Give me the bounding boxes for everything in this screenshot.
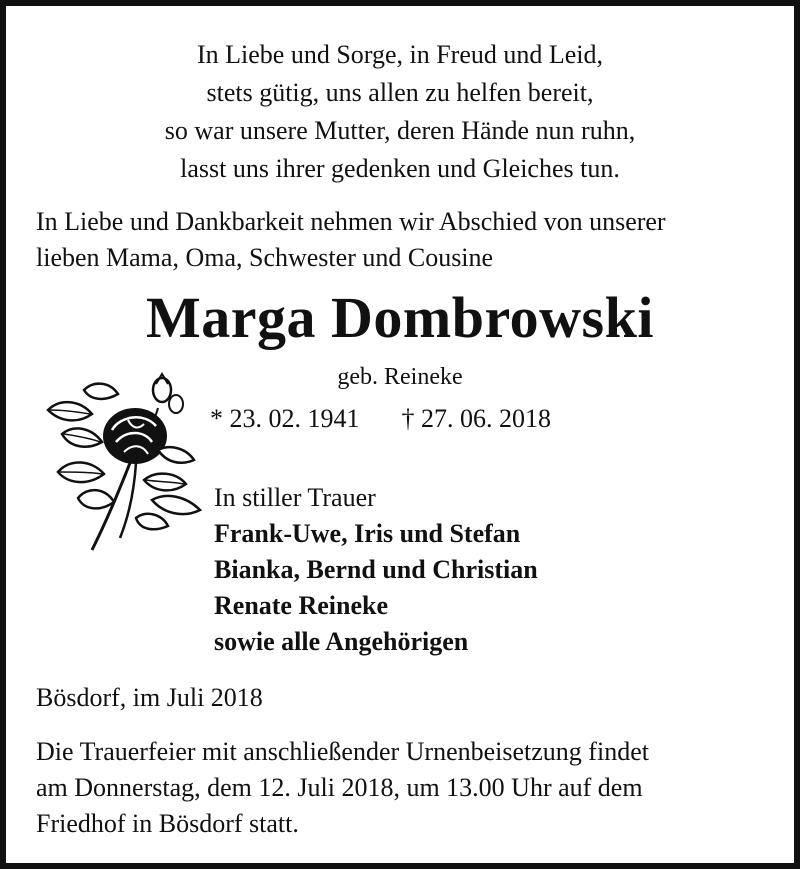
farewell-intro (36, 204, 770, 276)
poem-line: so war unsere Mutter, deren Hände nun ruhn, (164, 116, 636, 145)
funeral-announcement (36, 734, 770, 842)
mourner-line: Frank-Uwe, Iris und Stefan (214, 519, 521, 548)
place-and-date: Bösdorf, im Juli 2018 (36, 683, 263, 712)
mourners-block (214, 480, 538, 660)
mourner-line: Bianka, Bernd und Christian (214, 555, 538, 584)
poem-line: In Liebe und Sorge, in Freud und Leid, (196, 40, 604, 69)
mourning-heading: In stiller Trauer (214, 483, 376, 512)
deceased-name: Marga Dombrowski (146, 285, 654, 350)
poem-line: stets gütig, uns allen zu helfen bereit, (206, 78, 594, 107)
life-dates (210, 402, 551, 436)
ceremony-line: am Donnerstag, dem 12. Juli 2018, um 13.00 Uhr auf dem (36, 773, 643, 802)
poem-line: lasst uns ihrer gedenken und Gleiches tun. (180, 154, 620, 183)
birth-date: * 23. 02. 1941 (210, 404, 360, 433)
intro-line: lieben Mama, Oma, Schwester und Cousine (36, 243, 494, 272)
birth-name: geb. Reineke (337, 364, 463, 390)
death-date: † 27. 06. 2018 (401, 404, 551, 433)
intro-line: In Liebe und Dankbarkeit nehmen wir Abschied von unserer (36, 207, 666, 236)
mourner-line: Renate Reineke (214, 591, 389, 620)
rose-icon (40, 368, 205, 553)
memorial-poem (6, 36, 794, 188)
mourner-line: sowie alle Angehörigen (214, 627, 469, 656)
ceremony-line: Friedhof in Bösdorf statt. (36, 809, 299, 838)
ceremony-line: Die Trauerfeier mit anschließender Urnenbeisetzung findet (36, 737, 649, 766)
